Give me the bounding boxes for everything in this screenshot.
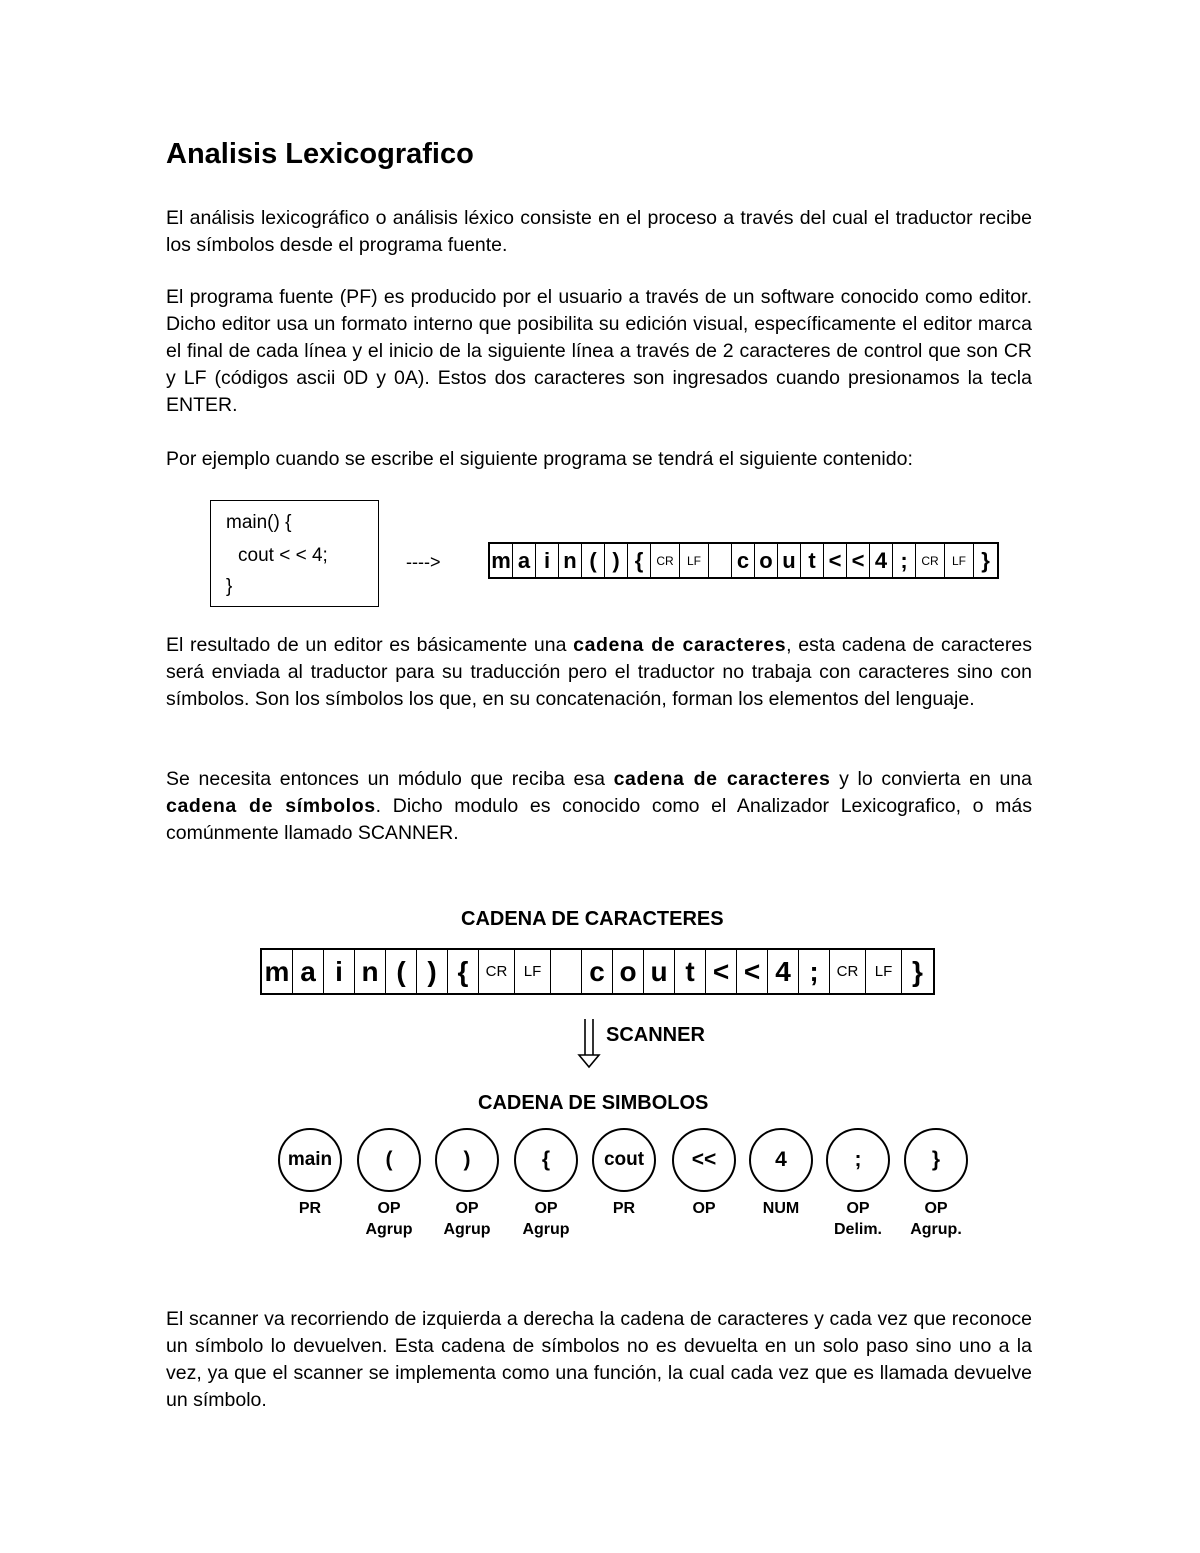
symbol-category-label <box>813 1198 903 1240</box>
symbol-subcategory: Delim. <box>833 1221 882 1238</box>
symbols-diagram-title: CADENA DE SIMBOLOS <box>478 1092 709 1114</box>
char-cell: c <box>732 544 755 577</box>
symbol-category: PR <box>298 1200 322 1217</box>
down-arrow-icon <box>576 1018 602 1070</box>
char-cell: o <box>613 950 644 993</box>
symbol-subcategory: Agrup <box>443 1221 491 1238</box>
symbol-token: 4 <box>749 1128 813 1192</box>
symbol-category: OP <box>534 1200 558 1217</box>
symbol-subcategory: Agrup <box>522 1221 570 1238</box>
char-cell: } <box>981 547 990 573</box>
char-cell: ; <box>893 544 916 577</box>
char-cell: ( <box>582 544 605 577</box>
control-char-cell: LF <box>680 544 709 577</box>
paragraph-scanner-module <box>166 766 1032 847</box>
char-cell: o <box>755 544 778 577</box>
code-example-box <box>210 500 379 607</box>
symbol-category-label <box>891 1198 981 1240</box>
p4-bold-cadena-caracteres: cadena de caracteres <box>573 634 787 656</box>
symbol-token: ; <box>826 1128 890 1192</box>
char-cell: < <box>847 544 870 577</box>
char-cell: 4 <box>870 544 893 577</box>
char-cell: { <box>448 950 479 993</box>
char-cell: ) <box>605 544 628 577</box>
char-cell: t <box>675 950 706 993</box>
char-cell: i <box>536 544 559 577</box>
symbol-token: main <box>278 1128 342 1192</box>
symbol-category-label <box>344 1198 434 1240</box>
symbol-token: } <box>904 1128 968 1192</box>
char-cell: n <box>355 950 386 993</box>
char-cell: m <box>490 544 513 577</box>
char-cell: ( <box>386 950 417 993</box>
symbol-category-label <box>501 1198 591 1240</box>
symbol-token: { <box>514 1128 578 1192</box>
char-cell: t <box>801 544 824 577</box>
symbol-token: ( <box>357 1128 421 1192</box>
symbol-subcategory: Agrup. <box>910 1221 962 1238</box>
p5-text-c: y lo convierta en una <box>830 768 1032 790</box>
space-char-cell <box>709 544 732 577</box>
paragraph-example: Por ejemplo cuando se escribe el siguiente programa se tendrá el siguiente contenido: <box>166 448 913 470</box>
control-char-cell: CR <box>830 950 866 993</box>
p5-text-a: Se necesita entonces un módulo que reciba esa <box>166 768 614 790</box>
chars-diagram-title: CADENA DE CARACTERES <box>461 908 724 930</box>
conversion-arrow: ----> <box>406 552 441 572</box>
space-char-cell <box>551 950 582 993</box>
p5-text-e: . Dicho modulo es conocido como el Analizador Lexicografico, o más comúnmente llamado SCANNER. <box>166 795 1032 844</box>
char-cell: 4 <box>768 950 799 993</box>
symbol-category: OP <box>455 1200 479 1217</box>
control-char-cell: CR <box>479 950 515 993</box>
symbol-category: OP <box>924 1200 948 1217</box>
symbol-token: cout <box>592 1128 656 1192</box>
paragraph-scanner-process: El scanner va recorriendo de izquierda a derecha la cadena de caracteres y cada vez que reconoce un símbolo lo devuelven. Esta cadena de símbolos no es devuelta en un solo paso sino uno a la vez, ya que el scanner se implementa como una función, la cual cada vez que es llamada devuelve un símbolo. <box>166 1308 1032 1411</box>
control-char-cell: CR <box>651 544 680 577</box>
char-cell: } <box>912 955 923 987</box>
code-line-2: cout < < 4; <box>238 545 328 566</box>
char-cell: m <box>262 950 293 993</box>
scanner-label: SCANNER <box>606 1024 705 1046</box>
symbol-category: OP <box>846 1200 870 1217</box>
control-char-cell: LF <box>866 950 902 993</box>
symbol-token: << <box>672 1128 736 1192</box>
char-cell: a <box>293 950 324 993</box>
p5-bold-cadena-simbolos: cadena de símbolos <box>166 795 376 817</box>
page-title: Analisis Lexicografico <box>166 138 474 170</box>
paragraph-intro: El análisis lexicográfico o análisis léxico consiste en el proceso a través del cual el traductor recibe los símbolos desde el programa fuente. <box>166 207 1032 256</box>
control-char-cell: CR <box>916 544 945 577</box>
char-cell: < <box>706 950 737 993</box>
char-cell: c <box>582 950 613 993</box>
character-string-strip-small <box>488 542 999 579</box>
char-cell: i <box>324 950 355 993</box>
symbol-category: OP <box>692 1200 716 1217</box>
char-cell: u <box>778 544 801 577</box>
char-cell: n <box>559 544 582 577</box>
symbol-token: ) <box>435 1128 499 1192</box>
symbol-category: NUM <box>762 1200 800 1217</box>
code-line-1: main() { <box>226 512 292 533</box>
code-line-3: } <box>226 576 233 597</box>
p4-text-a: El resultado de un editor es básicamente una <box>166 634 574 656</box>
char-cell: < <box>824 544 847 577</box>
paragraph-source-program: El programa fuente (PF) es producido por el usuario a través de un software conocido como editor. Dicho editor usa un formato interno que posibilita su edición visual, específicamente el editor marca el final de cada línea y el inicio de la siguiente línea a través de 2 caracteres de control que son CR y LF (códigos ascii 0D y 0A). Estos dos caracteres son ingresados cuando presionamos la tecla ENTER. <box>166 286 1032 416</box>
char-cell: ; <box>799 950 830 993</box>
char-cell: < <box>737 950 768 993</box>
symbol-subcategory: Agrup <box>365 1221 413 1238</box>
symbol-category-label <box>265 1198 355 1219</box>
p5-bold-cadena-caracteres: cadena de caracteres <box>613 768 831 790</box>
character-string-strip-large <box>260 948 935 995</box>
control-char-cell: LF <box>515 950 551 993</box>
paragraph-editor-result <box>166 632 1032 713</box>
symbol-category-label <box>422 1198 512 1240</box>
char-cell: ) <box>417 950 448 993</box>
symbol-category: OP <box>377 1200 401 1217</box>
symbol-category: PR <box>612 1200 636 1217</box>
char-cell: { <box>628 544 651 577</box>
p4-text-c: , esta cadena de caracteres será enviada al traductor para su traducción pero el traductor no trabaja con caracteres sino con símbolos. Son los símbolos los que, en su concatenación, forman los elementos del lenguaje. <box>166 634 1032 710</box>
control-char-cell: LF <box>945 544 974 577</box>
char-cell: a <box>513 544 536 577</box>
char-cell: u <box>644 950 675 993</box>
symbol-category-label <box>579 1198 669 1219</box>
